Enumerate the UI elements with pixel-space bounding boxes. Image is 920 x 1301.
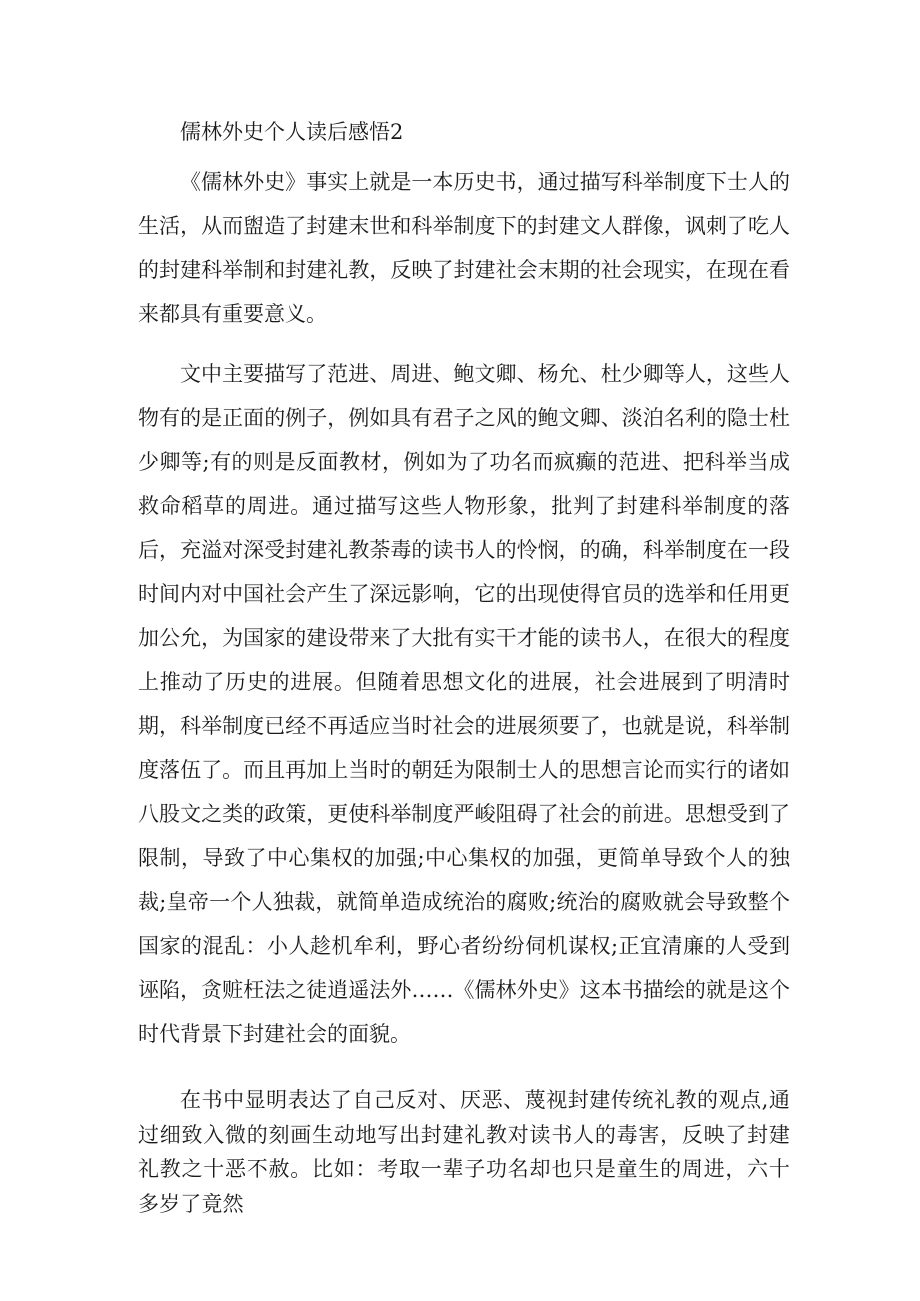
paragraph-characters: 文中主要描写了范进、周进、鲍文卿、杨允、杜少卿等人，这些人物有的是正面的例子，例如具有君子之风的鲍文卿、淡泊名利的隐士杜少卿等;有的则是反面教材，例如为了功名而疯癫的范进、把科举当成救命稻草的周进。通过描写这些人物形象，批判了封建科举制度的落后，充溢对深受封建礼教荼毒的读书人的怜悯，的确，科举制度在一段时间内对中国社会产生了深远影响，它的出现使得官员的选举和任用更加公允，为国家的建设带来了大批有实干才能的读书人，在很大的程度上推动了历史的进展。但随着思想文化的进展，社会进展到了明清时期，科举制度已经不再适应当时社会的进展须要了，也就是说，科举制度落伍了。而且再加上当时的朝廷为限制士人的思想言论而实行的诸如八股文之类的政策，更使科举制度严峻阻碍了社会的前进。思想受到了限制，导致了中心集权的加强;中心集权的加强，更简单导致个人的独裁;皇帝一个人独裁，就简单造成统治的腐败;统治的腐败就会导致整个国家的混乱：小人趁机牟利，野心者纷纷伺机谋权;正宜清廉的人受到诬陷，贪赃枉法之徒逍遥法外……《儒林外史》这本书描绘的就是这个时代背景下封建社会的面貌。 — [138, 362, 790, 1046]
paragraph-intro: 《儒林外史》事实上就是一本历史书，通过描写科举制度下士人的生活，从而盥造了封建末世和科举制度下的封建文人群像，讽刺了吃人的封建科举制和封建礼教，反映了封建社会末期的社会现实，在现在看来都具有重要意义。 — [138, 170, 790, 326]
paragraph-critique: 在书中显明表达了自己反对、厌恶、蔑视封建传统礼教的观点,通过细致入微的刻画生动地写出封建礼教对读书人的毒害，反映了封建礼教之十恶不赦。比如：考取一辈子功名却也只是童生的周进，六十多岁了竟然 — [138, 1088, 790, 1216]
document-title: 儒林外史个人读后感悟2 — [180, 120, 404, 144]
